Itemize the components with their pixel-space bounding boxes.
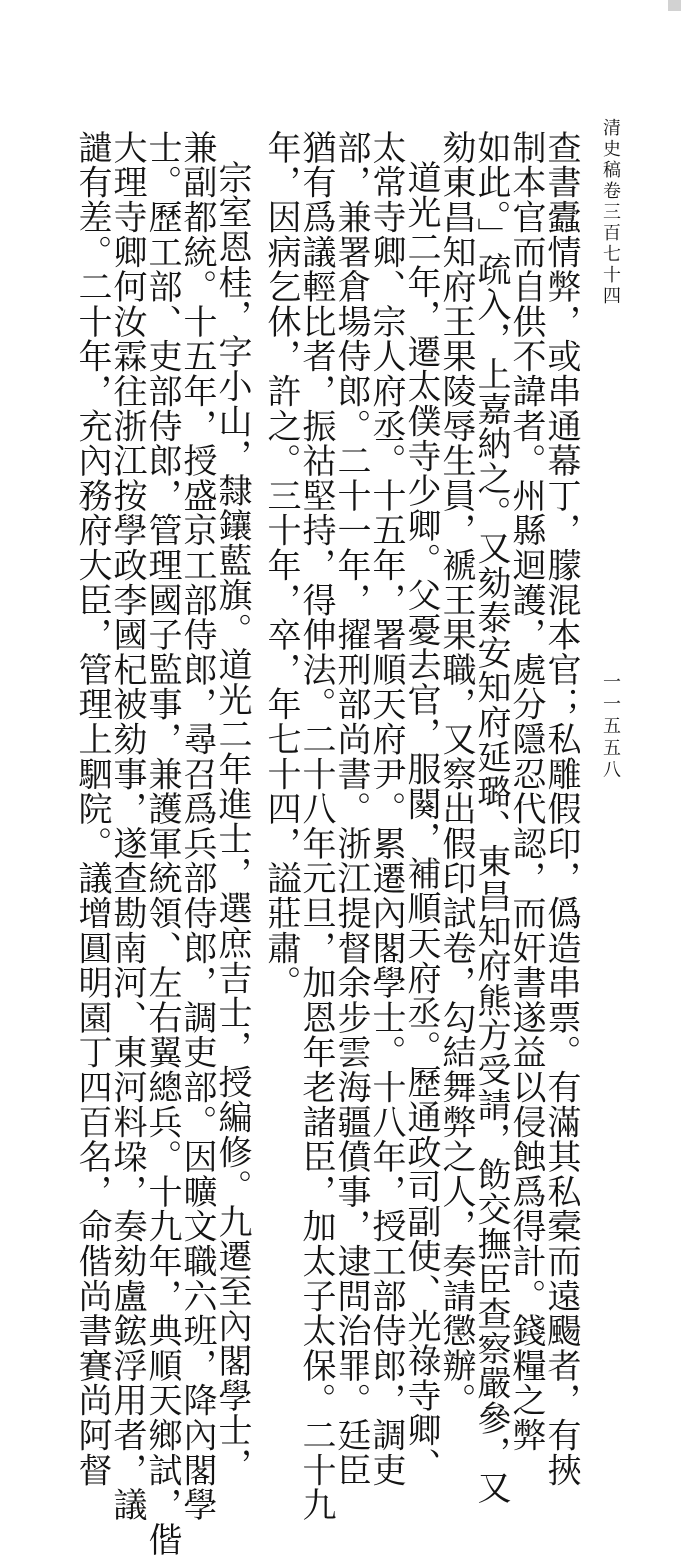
text-column: 查書蠹情弊，或串通幕丁，朦混本官；私雕假印，僞造串票。有滿其私槖而遠颺者，有挾 — [541, 130, 581, 1488]
text-column: 部，兼署倉場侍郎。二十一年，擢刑部尚書。浙江提督余步雲海疆僨事，逮問治罪。廷臣 — [331, 130, 371, 1488]
text-column: 太常寺卿、宗人府丞。十五年，署順天府尹。累遷內閣學士。十八年，授工部侍郎，調吏 — [366, 130, 406, 1488]
text-column: 道光二年，遷太僕寺少卿。父憂去官，服闋，補順天府丞。歷通政司副使、光祿寺卿、 — [401, 160, 441, 1483]
text-column: 劾東昌知府王果陵辱生員，褫王果職，又察出假印試卷，勾結舞弊之人，奏請懲辦。 — [436, 130, 476, 1418]
text-column: 猶有爲議輕比者，振祜堅持，得伸法。二十八年元旦，加恩年老諸臣，加太子太保。二十九 — [296, 130, 336, 1522]
text-column: 制本官而自供不諱者。州縣迴護，處分隱忍代認，而奸書遂益以侵蝕爲得計。錢糧之弊 — [506, 130, 546, 1453]
text-column: 士。歷工部、吏部侍郎，管理國子監事，兼護軍統領、左右翼總兵。十九年，典順天鄉試，偕 — [142, 130, 182, 1557]
running-head: 清史稿卷三百七十四 — [600, 118, 621, 307]
page-number: 一一五五八 — [600, 672, 621, 782]
text-column: 如此。」疏入，上嘉納之。又劾泰安知府延璐、東昌知府熊方受請，飭交撫臣查察嚴參，又 — [471, 130, 511, 1505]
text-column: 兼副都統。十五年，授盛京工部侍郎，尋召爲兵部侍郎，調吏部。因曠文職六班，降內閣學 — [177, 130, 217, 1522]
text-column: 宗室恩桂，字小山，隸鑲藍旗。道光二年進士，選庶吉士，授編修。九遷至內閣學士， — [212, 160, 252, 1483]
scan-corner-mark — [668, 0, 681, 11]
text-column: 譴有差。二十年，充內務府大臣，管理上駟院。議增圓明園丁四百名，命偕尚書賽尚阿督 — [72, 130, 112, 1488]
text-column: 年，因病乞休，許之。三十年，卒，年七十四，謚莊肅。 — [261, 130, 301, 1000]
text-column: 大理寺卿何汝霖往浙江按學政李國杞被劾事，遂查勘南河、東河料垜，奏劾盧鋐浮用者，議 — [107, 130, 147, 1522]
